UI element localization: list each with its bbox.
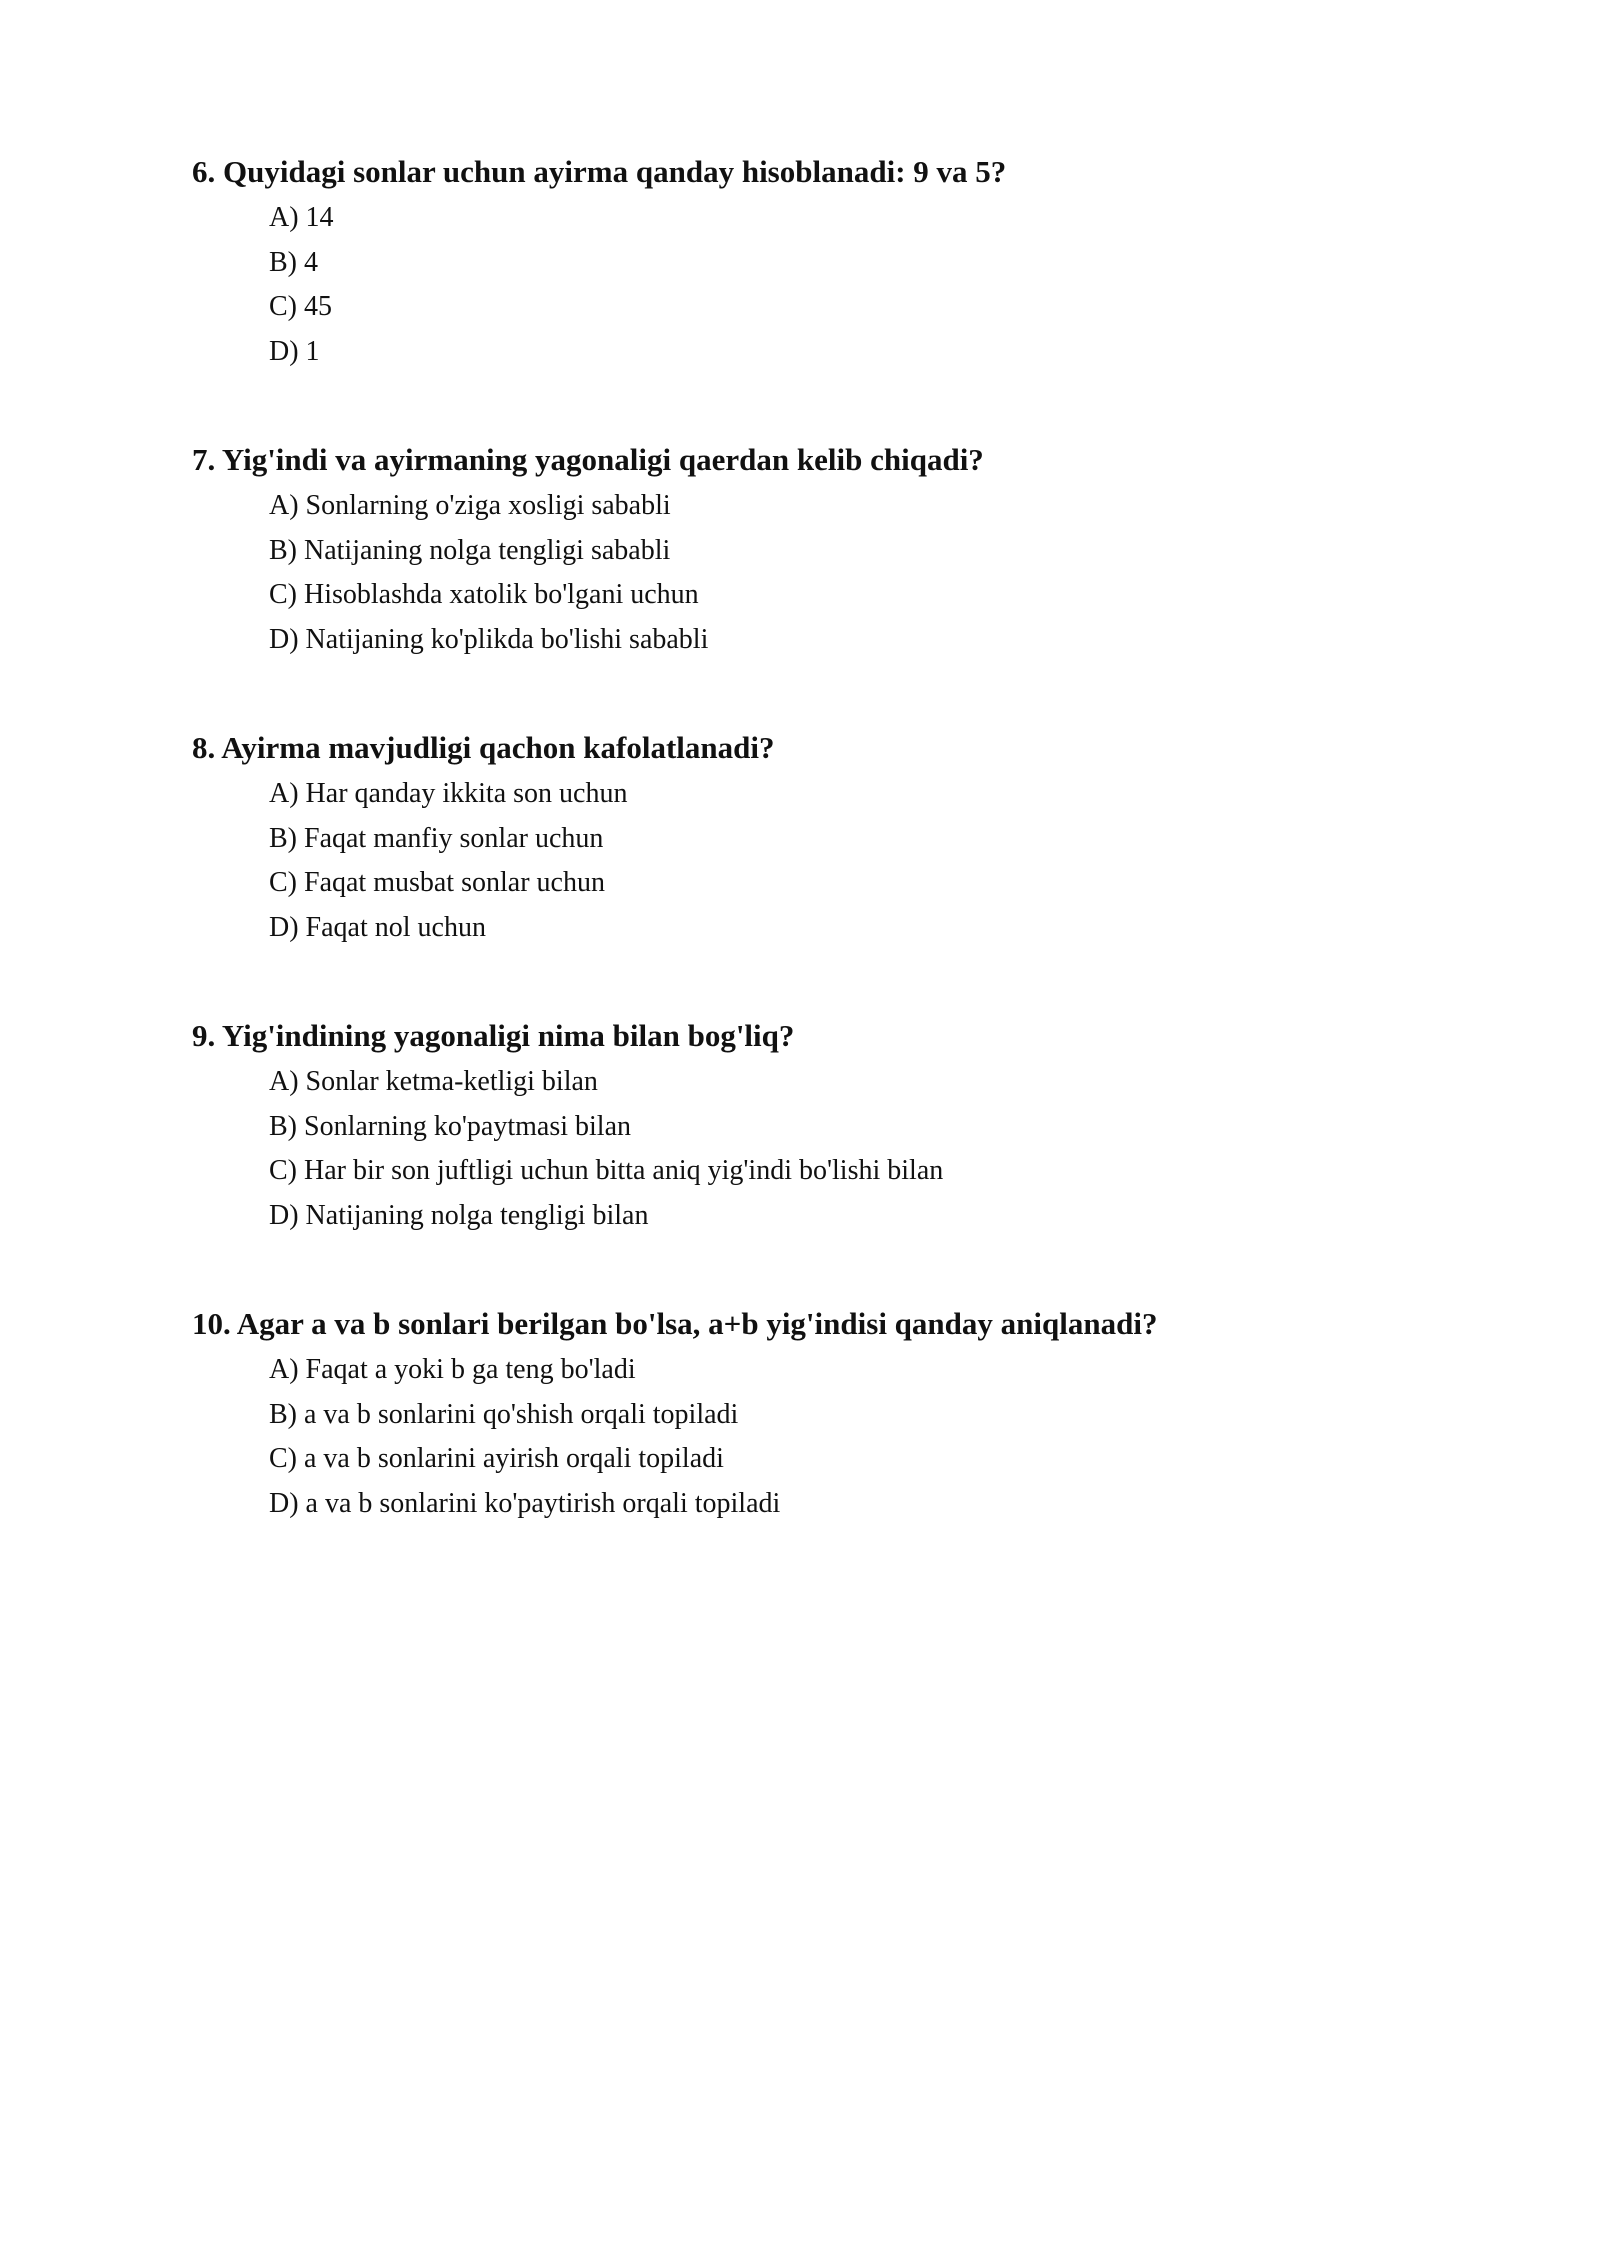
option-c: C) a va b sonlarini ayirish orqali topiladi [269, 1443, 724, 1474]
option-d: D) 1 [269, 335, 320, 367]
option-b: B) Faqat manfiy sonlar uchun [269, 822, 604, 854]
answer-options [192, 196, 1492, 374]
question-10 [192, 1304, 1492, 1526]
answer-options [192, 1060, 1492, 1238]
option-d: D) Natijaning ko'plikda bo'lishi sababli [269, 623, 709, 655]
question-title: 10. Agar a va b sonlari berilgan bo'lsa, a+b yig'indisi qanday aniqlanadi? [192, 1306, 1158, 1341]
answer-options [192, 1348, 1492, 1526]
option-d: D) Faqat nol uchun [269, 911, 486, 943]
option-a: A) Sonlar ketma-ketligi bilan [269, 1066, 598, 1097]
answer-options [192, 484, 1492, 662]
option-c: C) Har bir son juftligi uchun bitta aniq yig'indi bo'lishi bilan [269, 1155, 944, 1186]
question-6 [192, 152, 1492, 374]
option-c: C) Faqat musbat sonlar uchun [269, 867, 605, 898]
option-c: C) 45 [269, 291, 332, 322]
question-8 [192, 728, 1492, 950]
option-b: B) 4 [269, 246, 318, 278]
question-title: 8. Ayirma mavjudligi qachon kafolatlanadi? [192, 730, 775, 765]
answer-options [192, 772, 1492, 950]
option-c: C) Hisoblashda xatolik bo'lgani uchun [269, 579, 699, 610]
option-b: B) Natijaning nolga tengligi sababli [269, 534, 671, 566]
question-title: 9. Yig'indining yagonaligi nima bilan bog'liq? [192, 1018, 795, 1053]
option-d: D) a va b sonlarini ko'paytirish orqali topiladi [269, 1487, 781, 1519]
option-d: D) Natijaning nolga tengligi bilan [269, 1199, 649, 1231]
option-a: A) Har qanday ikkita son uchun [269, 778, 628, 809]
question-7 [192, 440, 1492, 662]
option-a: A) 14 [269, 202, 334, 233]
question-title: 7. Yig'indi va ayirmaning yagonaligi qaerdan kelib chiqadi? [192, 442, 984, 477]
question-title: 6. Quyidagi sonlar uchun ayirma qanday hisoblanadi: 9 va 5? [192, 154, 1007, 189]
option-a: A) Sonlarning o'ziga xosligi sababli [269, 490, 671, 521]
option-b: B) a va b sonlarini qo'shish orqali topiladi [269, 1398, 739, 1430]
question-9 [192, 1016, 1492, 1238]
option-a: A) Faqat a yoki b ga teng bo'ladi [269, 1354, 636, 1385]
option-b: B) Sonlarning ko'paytmasi bilan [269, 1110, 632, 1142]
